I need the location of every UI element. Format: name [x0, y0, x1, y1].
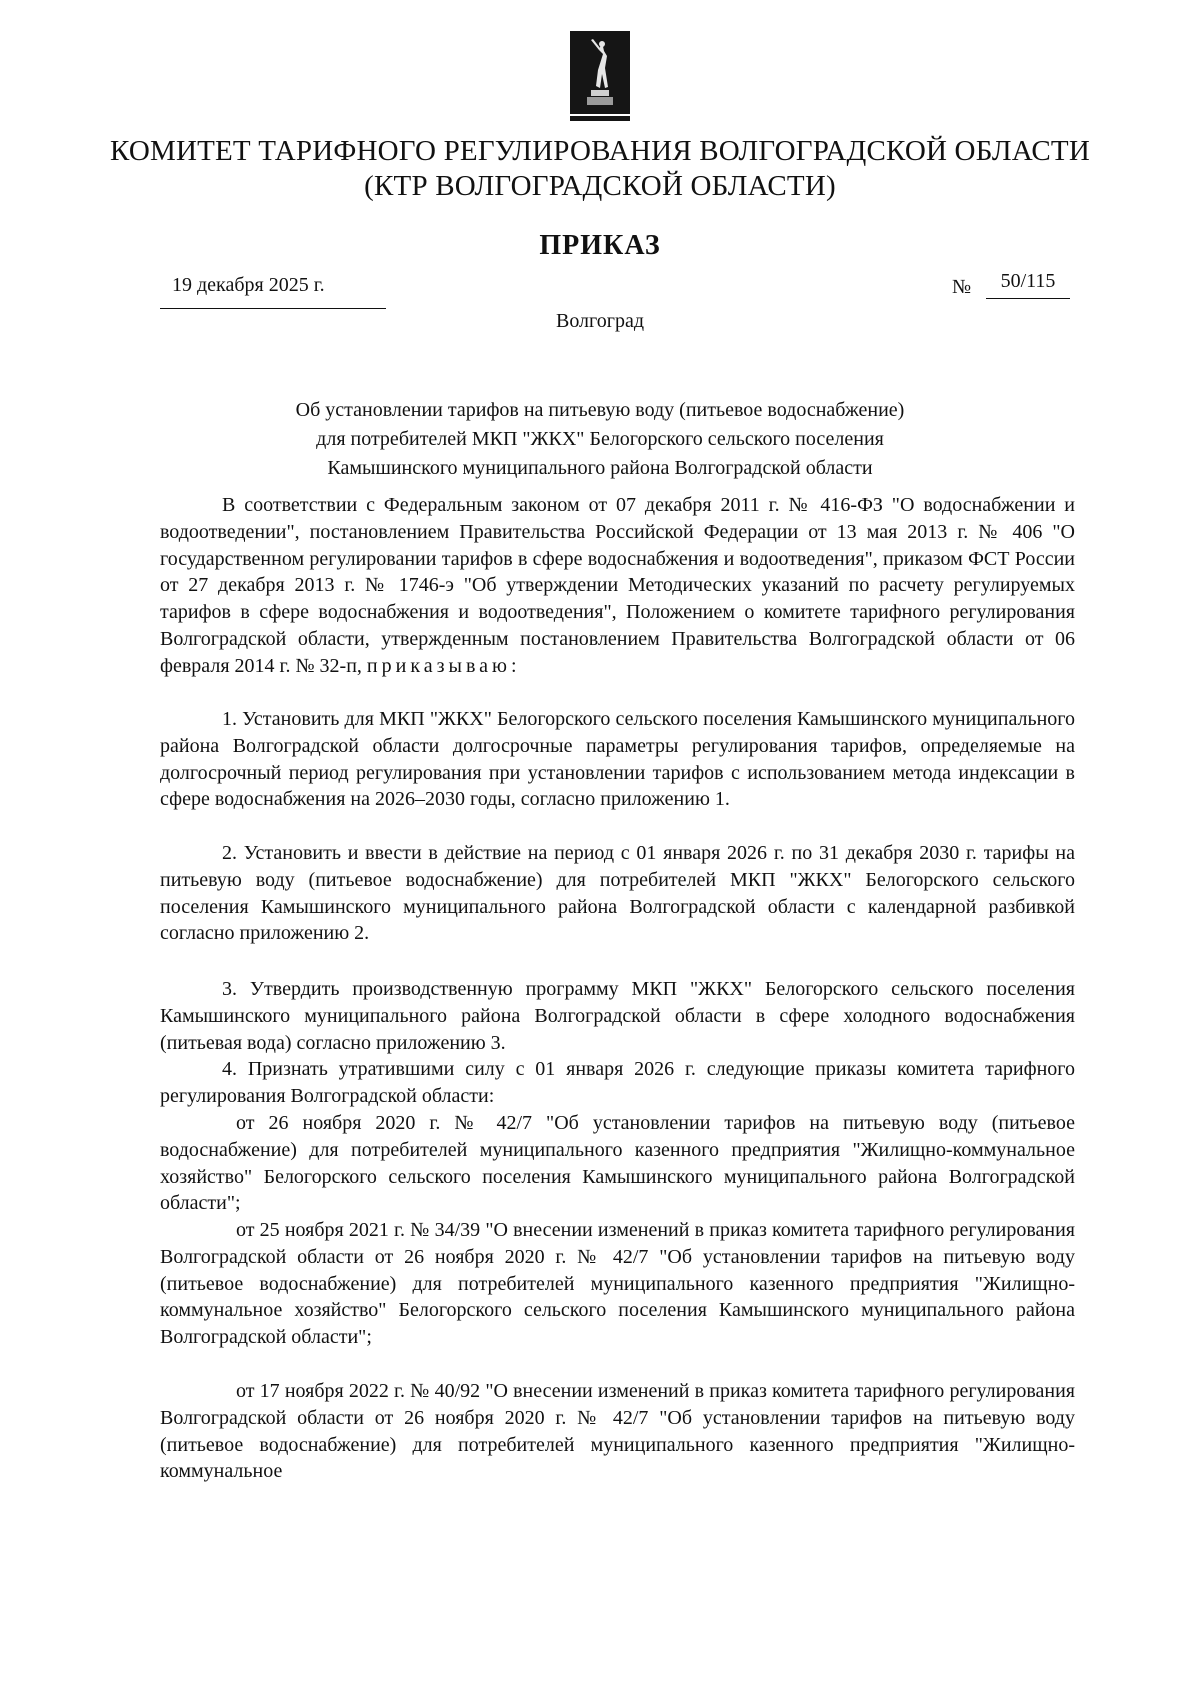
- order-item-3: [160, 976, 1075, 1056]
- order-date: 19 декабря 2025 г.: [172, 274, 325, 296]
- item-4-text: 4. Признать утратившими силу с 01 января 2026 г. следующие приказы комитета тарифного регулирования Волгоградской области:: [160, 1058, 1075, 1107]
- repealed-order-3-text: от 17 ноября 2022 г. № 40/92 "О внесении изменений в приказ комитета тарифного регулирования Волгоградской области от 26 ноября 2020 г. № 42/7 "Об установлении тарифов на питьевую воду (питьевое водоснабжение) для потребителей муниципального казенного предприятия "Жилищно-коммунальное: [160, 1380, 1075, 1483]
- number-underline: [986, 298, 1070, 299]
- repealed-order-1: [160, 1110, 1075, 1217]
- order-number: 50/115: [1000, 270, 1056, 292]
- date-underline: [160, 308, 386, 309]
- item-1-text: 1. Установить для МКП "ЖКХ" Белогорского сельского поселения Камышинского муниципального района Волгоградской области долгосрочные параметры регулирования тарифов, определяемые на долгосрочный период регулирования при установлении тарифов с использованием метода индексации в сфере водоснабжения на 2026–2030 годы, согласно приложению 1.: [160, 708, 1075, 811]
- item-3-text: 3. Утвердить производственную программу МКП "ЖКХ" Белогорского сельского поселения Камышинского муниципального района Волгоградской области в сфере холодного водоснабжения (питьевая вода) согласно приложению 3.: [160, 978, 1075, 1054]
- repealed-order-2-text: от 25 ноября 2021 г. № 34/39 "О внесении изменений в приказ комитета тарифного регулирования Волгоградской области от 26 ноября 2020 г. № 42/7 "Об установлении тарифов на питьевую воду (питьевое водоснабжение) для потребителей муниципального казенного предприятия "Жилищно-коммунальное хозяйство" Белогорского сельского поселения Камышинского муниципального района Волгоградской области";: [160, 1219, 1075, 1349]
- repealed-order-1-text: от 26 ноября 2020 г. № 42/7 "Об установлении тарифов на питьевую воду (питьевое водоснабжение) для потребителей муниципального казенного предприятия "Жилищно-коммунальное хозяйство" Белогорского сельского поселения Камышинского муниципального района Волгоградской области";: [160, 1112, 1075, 1215]
- committee-name: КОМИТЕТ ТАРИФНОГО РЕГУЛИРОВАНИЯ ВОЛГОГРАДСКОЙ ОБЛАСТИ: [110, 135, 1090, 167]
- committee-short-name: (КТР ВОЛГОГРАДСКОЙ ОБЛАСТИ): [364, 170, 836, 202]
- order-word: приказываю:: [366, 654, 521, 677]
- repealed-order-2: [160, 1217, 1075, 1351]
- item-2-text: 2. Установить и ввести в действие на период с 01 января 2026 г. по 31 декабря 2030 г. тарифы на питьевую воду (питьевое водоснабжение) для потребителей МКП "ЖКХ" Белогорского сельского поселения Камышинского муниципального района Волгоградской области с календарной разбивкой согласно приложению 2.: [160, 842, 1075, 945]
- document-type-title: ПРИКАЗ: [539, 230, 661, 261]
- order-item-1: [160, 706, 1075, 813]
- number-sign: №: [952, 276, 972, 298]
- order-preamble: [160, 492, 1075, 680]
- subject-line: для потребителей МКП "ЖКХ" Белогорского сельского поселения: [316, 428, 884, 450]
- repealed-order-3: [160, 1378, 1075, 1485]
- volgograd-emblem-icon: [569, 30, 631, 122]
- order-item-4: [160, 1056, 1075, 1110]
- order-subject: [100, 396, 1100, 483]
- subject-line: Камышинского муниципального района Волгоградской области: [327, 457, 873, 479]
- subject-line: Об установлении тарифов на питьевую воду (питьевое водоснабжение): [295, 399, 905, 421]
- order-item-2: [160, 840, 1075, 947]
- preamble-text: В соответствии с Федеральным законом от 07 декабря 2011 г. № 416-ФЗ "О водоснабжении и водоотведении", постановлением Правительства Российской Федерации от 13 мая 2013 г. № 406 "О государственном регулировании тарифов в сфере водоснабжения и водоотведения", приказом ФСТ России от 27 декабря 2013 г. № 1746-э "Об утверждении Методических указаний по расчету регулируемых тарифов в сфере водоснабжения и водоотведения", Положением о комитете тарифного регулирования Волгоградской области, утвержденным постановлением Правительства Волгоградской области от 06 февраля 2014 г. № 32-п,: [160, 494, 1075, 677]
- city-name: Волгоград: [555, 310, 645, 332]
